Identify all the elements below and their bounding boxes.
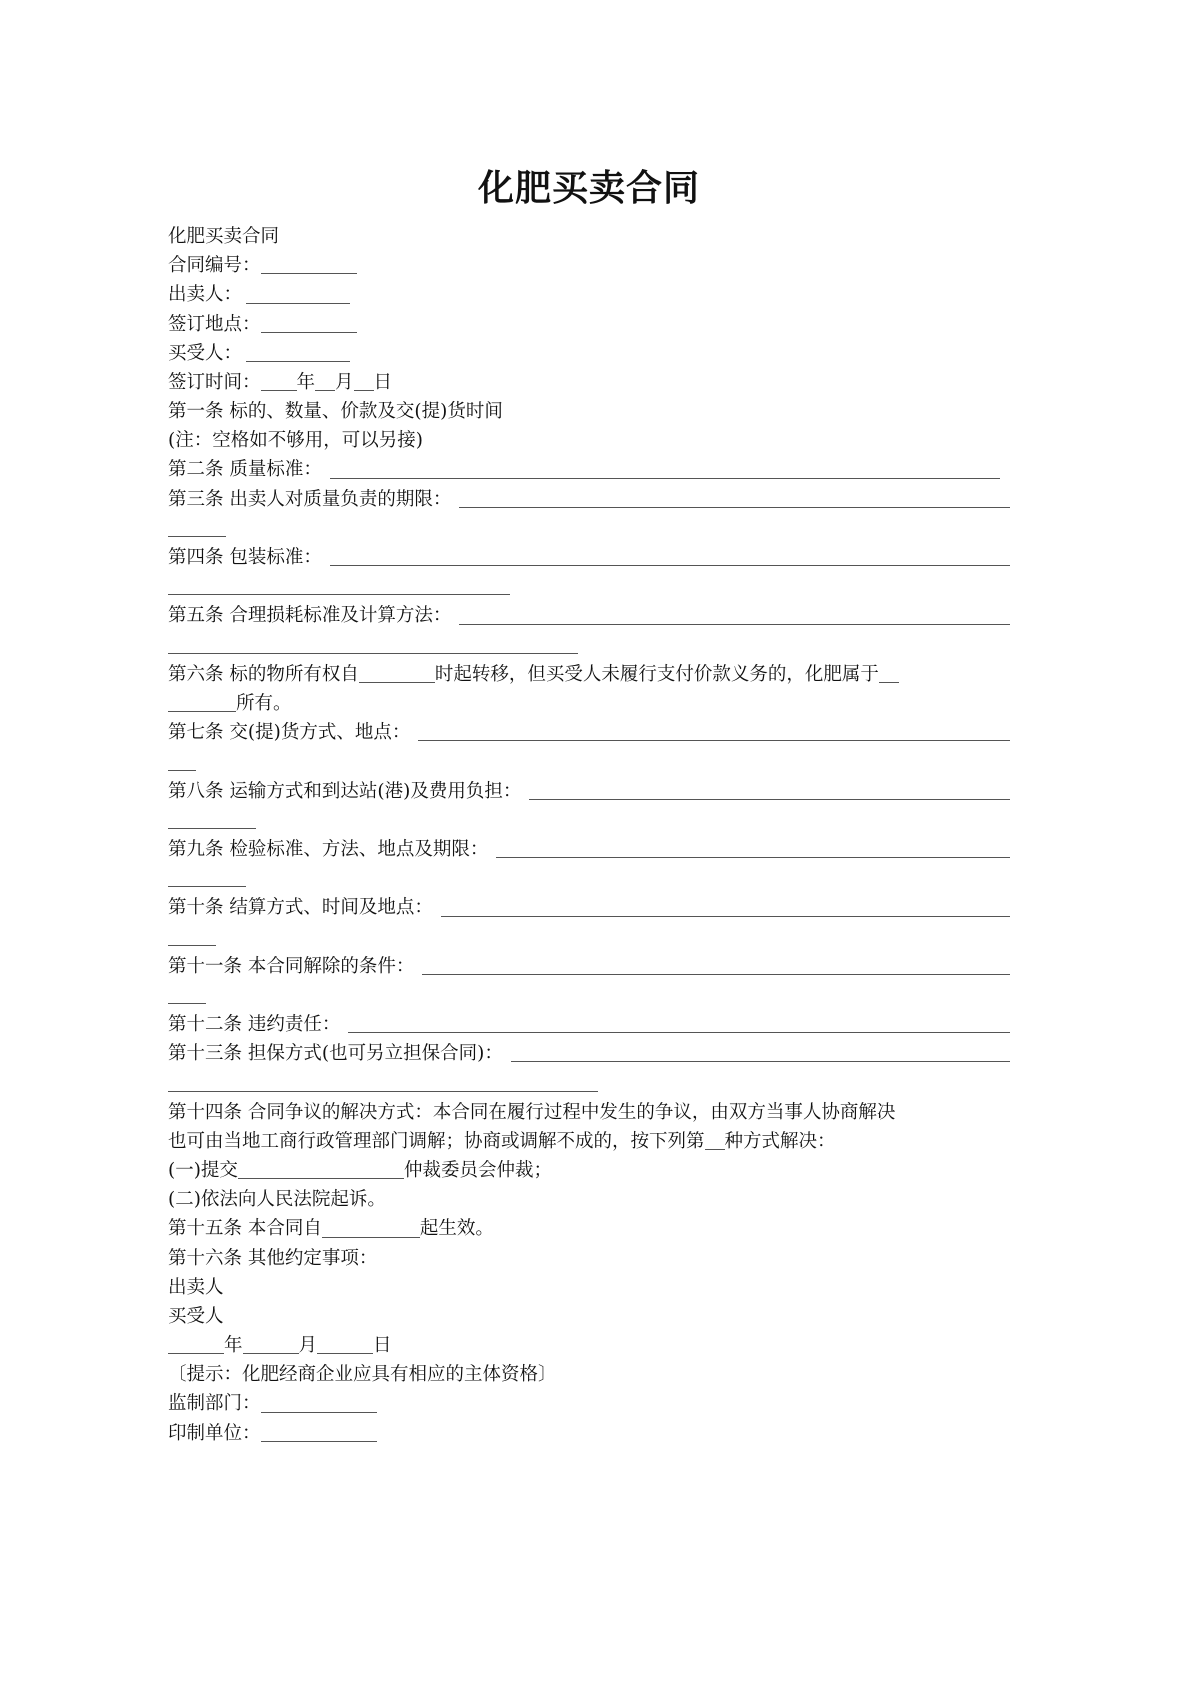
article-13-field[interactable] <box>511 1039 1010 1062</box>
document-body <box>168 222 1010 1448</box>
article-6-continued <box>168 689 1010 718</box>
article-11-field[interactable] <box>422 952 1010 975</box>
contract-no-label: 合同编号： <box>168 255 261 277</box>
article-14-option-2 <box>168 1185 1010 1214</box>
article-8 <box>168 777 1010 806</box>
article-13-field-cont[interactable] <box>168 1069 598 1092</box>
article-12-text: 第十二条 违约责任： <box>168 1014 341 1036</box>
sign-year-field[interactable] <box>261 368 297 391</box>
seller-line <box>168 280 1010 309</box>
buyer-signature-label: 买受人 <box>168 1305 224 1327</box>
article-9 <box>168 835 1010 864</box>
sign-day-field[interactable] <box>354 368 374 391</box>
signature-buyer <box>168 1302 1010 1331</box>
supervisor-line <box>168 1390 1010 1419</box>
signature-date-line <box>168 1331 1010 1360</box>
buyer-line <box>168 339 1010 368</box>
note-text: (注：空格如不够用，可以另接) <box>168 430 423 452</box>
arbitration-committee-field[interactable] <box>238 1156 404 1179</box>
article-11-field-cont[interactable] <box>168 981 206 1004</box>
month-label: 月 <box>335 371 354 393</box>
article-16 <box>168 1244 1010 1273</box>
article-13-continued <box>168 1068 1010 1097</box>
date-month-field[interactable] <box>243 1331 299 1354</box>
article-5-field-cont[interactable] <box>168 631 578 654</box>
article-2 <box>168 456 1010 485</box>
document-title: 化肥买卖合同 <box>477 168 700 209</box>
article-5-text: 第五条 合理损耗标准及计算方法： <box>168 605 452 627</box>
sign-time-label: 签订时间： <box>168 371 261 393</box>
article-3-field[interactable] <box>459 485 1010 508</box>
article-8-field-cont[interactable] <box>168 806 256 829</box>
article-8-continued <box>168 806 1010 835</box>
contract-no-line <box>168 251 1010 280</box>
sign-time-line <box>168 368 1010 397</box>
seller-label: 出卖人： <box>168 284 243 306</box>
article-7-field-cont[interactable] <box>168 748 196 771</box>
supervisor-label: 监制部门： <box>168 1393 261 1415</box>
article-6-text-c: 所有。 <box>236 692 292 714</box>
article-7 <box>168 718 1010 747</box>
article-3-continued <box>168 514 1010 543</box>
article-8-text: 第八条 运输方式和到达站(港)及费用负担： <box>168 780 522 802</box>
printer-line <box>168 1419 1010 1448</box>
article-10-field-cont[interactable] <box>168 923 216 946</box>
article-15-text-b: 起生效。 <box>419 1218 494 1240</box>
article-11-continued <box>168 981 1010 1010</box>
contract-no-field[interactable] <box>261 251 357 274</box>
sign-month-field[interactable] <box>315 368 335 391</box>
article-4-field-cont[interactable] <box>168 572 510 595</box>
article-9-field[interactable] <box>496 835 1010 858</box>
article-14-text-b2: 种方式解决： <box>724 1130 836 1152</box>
article-7-continued <box>168 747 1010 776</box>
sign-place-label: 签订地点： <box>168 313 261 335</box>
seller-signature-label: 出卖人 <box>168 1276 224 1298</box>
article-9-continued <box>168 864 1010 893</box>
buyer-label: 买受人： <box>168 342 243 364</box>
date-day-field[interactable] <box>317 1331 373 1354</box>
article-3-field-cont[interactable] <box>168 514 226 537</box>
article-6 <box>168 660 1010 689</box>
seller-field[interactable] <box>246 281 350 304</box>
subtitle-line <box>168 222 1010 251</box>
option-1-text-b: 仲裁委员会仲裁； <box>403 1159 552 1181</box>
effective-date-field[interactable] <box>322 1215 420 1238</box>
day-label: 日 <box>373 371 393 393</box>
article-4-text: 第四条 包装标准： <box>168 547 322 569</box>
article-14-continued <box>168 1127 1010 1156</box>
date-year-label: 年 <box>224 1335 243 1357</box>
tip-text: 〔提示：化肥经商企业应具有相应的主体资格〕 <box>168 1364 557 1386</box>
article-6-transfer-field[interactable] <box>359 660 435 683</box>
sign-place-field[interactable] <box>261 310 357 333</box>
option-1-text-a: (一)提交 <box>168 1159 238 1181</box>
article-4-continued <box>168 572 1010 601</box>
article-11 <box>168 952 1010 981</box>
date-month-label: 月 <box>298 1335 318 1357</box>
article-10-text: 第十条 结算方式、时间及地点： <box>168 897 433 919</box>
buyer-field[interactable] <box>246 339 350 362</box>
article-9-field-cont[interactable] <box>168 864 246 887</box>
article-2-field[interactable] <box>330 456 1000 479</box>
article-15-text-a: 第十五条 本合同自 <box>168 1218 322 1240</box>
signature-seller <box>168 1273 1010 1302</box>
article-10 <box>168 893 1010 922</box>
article-14 <box>168 1098 1010 1127</box>
year-label: 年 <box>296 371 316 393</box>
article-14-text-b1: 也可由当地工商行政管理部门调解；协商或调解不成的，按下列第 <box>168 1130 705 1152</box>
article-13 <box>168 1039 1010 1068</box>
article-14-method-field[interactable] <box>705 1127 725 1150</box>
printer-field[interactable] <box>261 1419 377 1442</box>
article-14-option-1 <box>168 1156 1010 1185</box>
article-3-text: 第三条 出卖人对质量负责的期限： <box>168 488 452 510</box>
article-7-text: 第七条 交(提)货方式、地点： <box>168 722 411 744</box>
tip-line <box>168 1360 1010 1389</box>
article-5-field[interactable] <box>459 602 1010 625</box>
option-2-text: (二)依法向人民法院起诉。 <box>168 1189 386 1211</box>
article-5-continued <box>168 631 1010 660</box>
article-9-text: 第九条 检验标准、方法、地点及期限： <box>168 838 489 860</box>
article-13-text: 第十三条 担保方式(也可另立担保合同)： <box>168 1043 503 1065</box>
article-10-field[interactable] <box>441 894 1010 917</box>
sign-place-line <box>168 310 1010 339</box>
article-15 <box>168 1214 1010 1243</box>
article-2-text: 第二条 质量标准： <box>168 459 322 481</box>
article-1 <box>168 397 1010 426</box>
article-4 <box>168 543 1010 572</box>
date-day-label: 日 <box>373 1335 392 1357</box>
article-6-owner-field-cont[interactable] <box>168 689 236 712</box>
article-16-text: 第十六条 其他约定事项： <box>168 1247 378 1269</box>
article-14-text-a: 第十四条 合同争议的解决方式：本合同在履行过程中发生的争议，由双方当事人协商解决 <box>168 1101 896 1123</box>
note-line <box>168 426 1010 455</box>
article-4-field[interactable] <box>330 543 1010 566</box>
article-7-field[interactable] <box>418 718 1010 741</box>
article-5 <box>168 601 1010 630</box>
article-12-field[interactable] <box>348 1010 1010 1033</box>
article-6-text-b: 时起转移，但买受人未履行支付价款义务的，化肥属于 <box>434 663 879 685</box>
supervisor-field[interactable] <box>261 1390 377 1413</box>
article-10-continued <box>168 923 1010 952</box>
subtitle: 化肥买卖合同 <box>168 225 280 247</box>
article-12 <box>168 1010 1010 1039</box>
article-1-text: 第一条 标的、数量、价款及交(提)货时间 <box>168 401 503 423</box>
date-year-field[interactable] <box>168 1331 224 1354</box>
printer-label: 印制单位： <box>168 1422 261 1444</box>
article-6-text-a: 第六条 标的物所有权自 <box>168 663 359 685</box>
article-6-owner-field[interactable] <box>879 660 899 683</box>
article-8-field[interactable] <box>529 777 1010 800</box>
article-11-text: 第十一条 本合同解除的条件： <box>168 955 415 977</box>
article-3 <box>168 485 1010 514</box>
